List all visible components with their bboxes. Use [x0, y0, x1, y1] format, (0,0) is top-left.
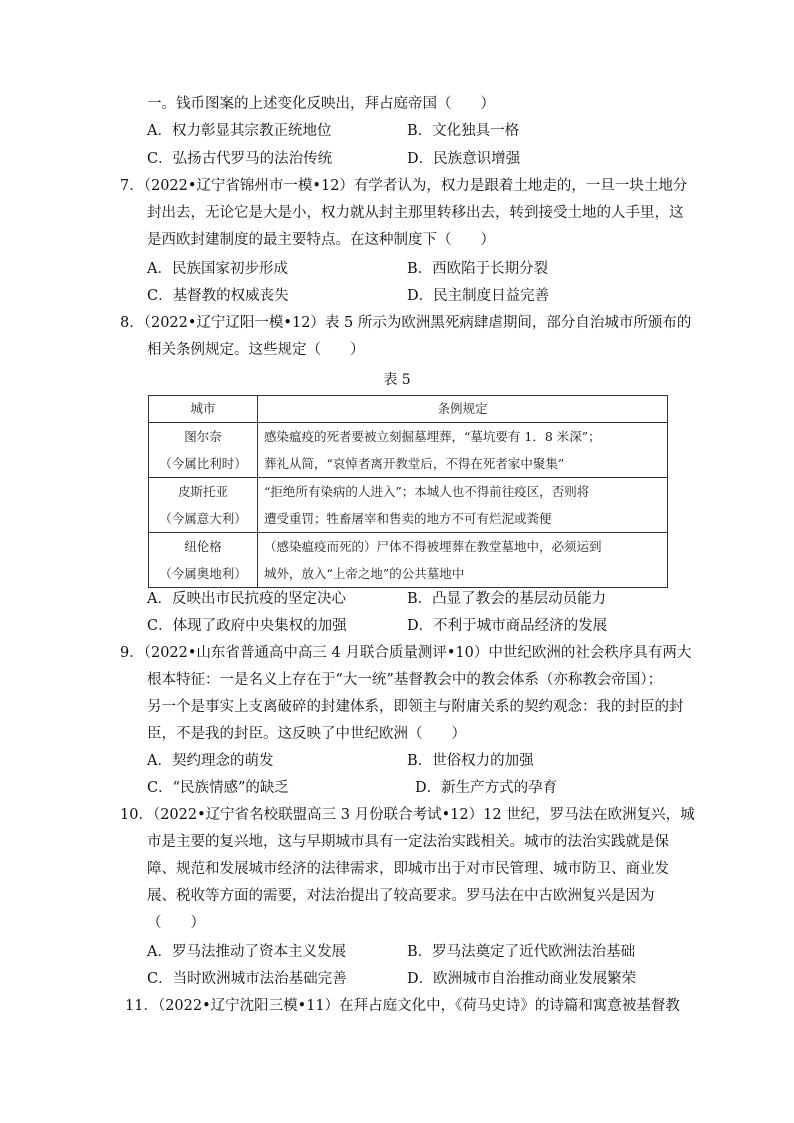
q10-option-b[interactable]: B．罗马法奠定了近代欧洲法治基础 [407, 944, 636, 960]
table-cell-city [149, 533, 258, 588]
rule-line: 遭受重罚；牲畜屠宰和售卖的地方不可有烂泥或粪便 [264, 511, 552, 526]
table-cell-rule [258, 533, 668, 588]
table-cell-rule [258, 423, 668, 478]
q8-stem-line-1: 8．（2022•辽宁辽阳一模•12）表 5 所示为欧洲黑死病肆虐期间，部分自治城市所颁布的 [120, 315, 692, 331]
q6-option-a[interactable]: A．权力彰显其宗教正统地位 [147, 123, 332, 139]
table-row [149, 533, 668, 588]
rule-line: 葬礼从简，“哀悼者离开教堂后，不得在死者家中聚集” [264, 456, 565, 471]
city-name: 皮斯托亚 [177, 484, 228, 499]
q10-stem-line-1: 10．（2022•辽宁省名校联盟高三 3 月份联合考试•12）12 世纪，罗马法在欧洲复兴，城 [120, 807, 695, 823]
q6-option-d[interactable]: D．民族意识增强 [407, 151, 521, 167]
q10-stem-line-2: 市是主要的复兴地，这与早期城市具有一定法治实践相关。城市的法治实践就是保 [147, 834, 669, 850]
q6-stem-tail: 一。钱币图案的上述变化反映出，拜占庭帝国（ ） [147, 96, 495, 112]
q7-option-d[interactable]: D．民主制度日益完善 [407, 288, 550, 304]
regulation-table [148, 395, 668, 588]
rule-line: 感染瘟疫的死者要被立刻掘墓埋葬，“墓坑要有 1．8 米深”； [264, 429, 601, 444]
q9-option-d[interactable]: D．新生产方式的孕育 [415, 780, 558, 796]
q9-stem-line-3: 另一个是事实上支离破碎的封建体系，即领主与附庸关系的契约观念：我的封臣的封 [147, 699, 684, 715]
city-country: （今属意大利） [159, 511, 247, 526]
table-cell-rule [258, 478, 668, 533]
q8-option-b[interactable]: B．凸显了教会的基层动员能力 [407, 591, 607, 607]
q10-option-a[interactable]: A．罗马法推动了资本主义发展 [147, 944, 346, 960]
table-header-rule: 条例规定 [258, 396, 668, 423]
q9-stem-line-4: 臣，不是我的封臣。这反映了中世纪欧洲（ ） [147, 726, 466, 742]
table-cell-city [149, 423, 258, 478]
q8-option-d[interactable]: D．不利于城市商品经济的发展 [407, 618, 608, 634]
q9-option-c[interactable]: C．“民族情感”的缺乏 [147, 780, 289, 796]
q9-option-b[interactable]: B．世俗权力的加强 [407, 753, 534, 769]
q10-option-c[interactable]: C．当时欧洲城市法治基础完善 [147, 971, 347, 987]
q8-option-c[interactable]: C．体现了政府中央集权的加强 [147, 618, 347, 634]
table-header-row [149, 396, 668, 423]
q9-stem-line-2: 根本特征：一是名义上存在于“大一统”基督教会中的教会体系（亦称教会帝国）； [147, 672, 663, 688]
table-row [149, 478, 668, 533]
q11-stem-line-1: 11．（2022•辽宁沈阳三模•11）在拜占庭文化中，《荷马史诗》的诗篇和寓意被基督教 [125, 998, 680, 1014]
city-country: （今属比利时） [159, 456, 247, 471]
q7-stem-line-3: 是西欧封建制度的最主要特点。在这种制度下（ ） [147, 232, 495, 248]
table-caption: 表 5 [383, 372, 411, 388]
q10-stem-line-4: 展、税收等方面的需要，对法治提出了较高要求。罗马法在中古欧洲复兴是因为 [147, 888, 655, 904]
rule-line: （感染瘟疫而死的）尸体不得被埋葬在教堂墓地中，必须运到 [264, 539, 602, 554]
city-name: 纽伦格 [184, 539, 222, 554]
q7-stem-line-1: 7．（2022•辽宁省锦州市一模•12）有学者认为，权力是跟着土地走的，一旦一块土地分 [120, 178, 688, 194]
city-country: （今属奥地利） [159, 566, 247, 581]
q8-stem-line-2: 相关条例规定。这些规定（ ） [147, 342, 365, 358]
table-header-city: 城市 [149, 396, 258, 423]
q9-stem-line-1: 9．（2022•山东省普通高中高三 4 月联合质量测评•10）中世纪欧洲的社会秩序具有两大 [120, 645, 692, 661]
rule-line: 城外，放入“上帝之地”的公共墓地中 [264, 566, 465, 581]
city-name: 图尔奈 [184, 429, 222, 444]
table-cell-city [149, 478, 258, 533]
q7-stem-line-2: 封出去，无论它是大是小，权力就从封主那里转移出去，转到接受土地的人手里，这 [147, 205, 684, 221]
q6-option-c[interactable]: C．弘扬古代罗马的法治传统 [147, 151, 333, 167]
q10-stem-line-5: （ ） [147, 915, 205, 931]
q7-option-c[interactable]: C．基督教的权威丧失 [147, 288, 289, 304]
q10-stem-line-3: 障、规范和发展城市经济的法律需求，即城市出于对市民管理、城市防卫、商业发 [147, 861, 669, 877]
q6-option-b[interactable]: B．文化独具一格 [407, 123, 520, 139]
q9-option-a[interactable]: A．契约理念的萌发 [147, 753, 274, 769]
q10-option-d[interactable]: D．欧洲城市自治推动商业发展繁荣 [407, 971, 637, 987]
q8-option-a[interactable]: A．反映出市民抗疫的坚定决心 [147, 591, 346, 607]
rule-line: “拒绝所有染病的人进入”；本城人也不得前往疫区，否则将 [264, 484, 590, 499]
q7-option-b[interactable]: B．西欧陷于长期分裂 [407, 261, 549, 277]
q7-option-a[interactable]: A．民族国家初步形成 [147, 261, 288, 277]
table-row [149, 423, 668, 478]
